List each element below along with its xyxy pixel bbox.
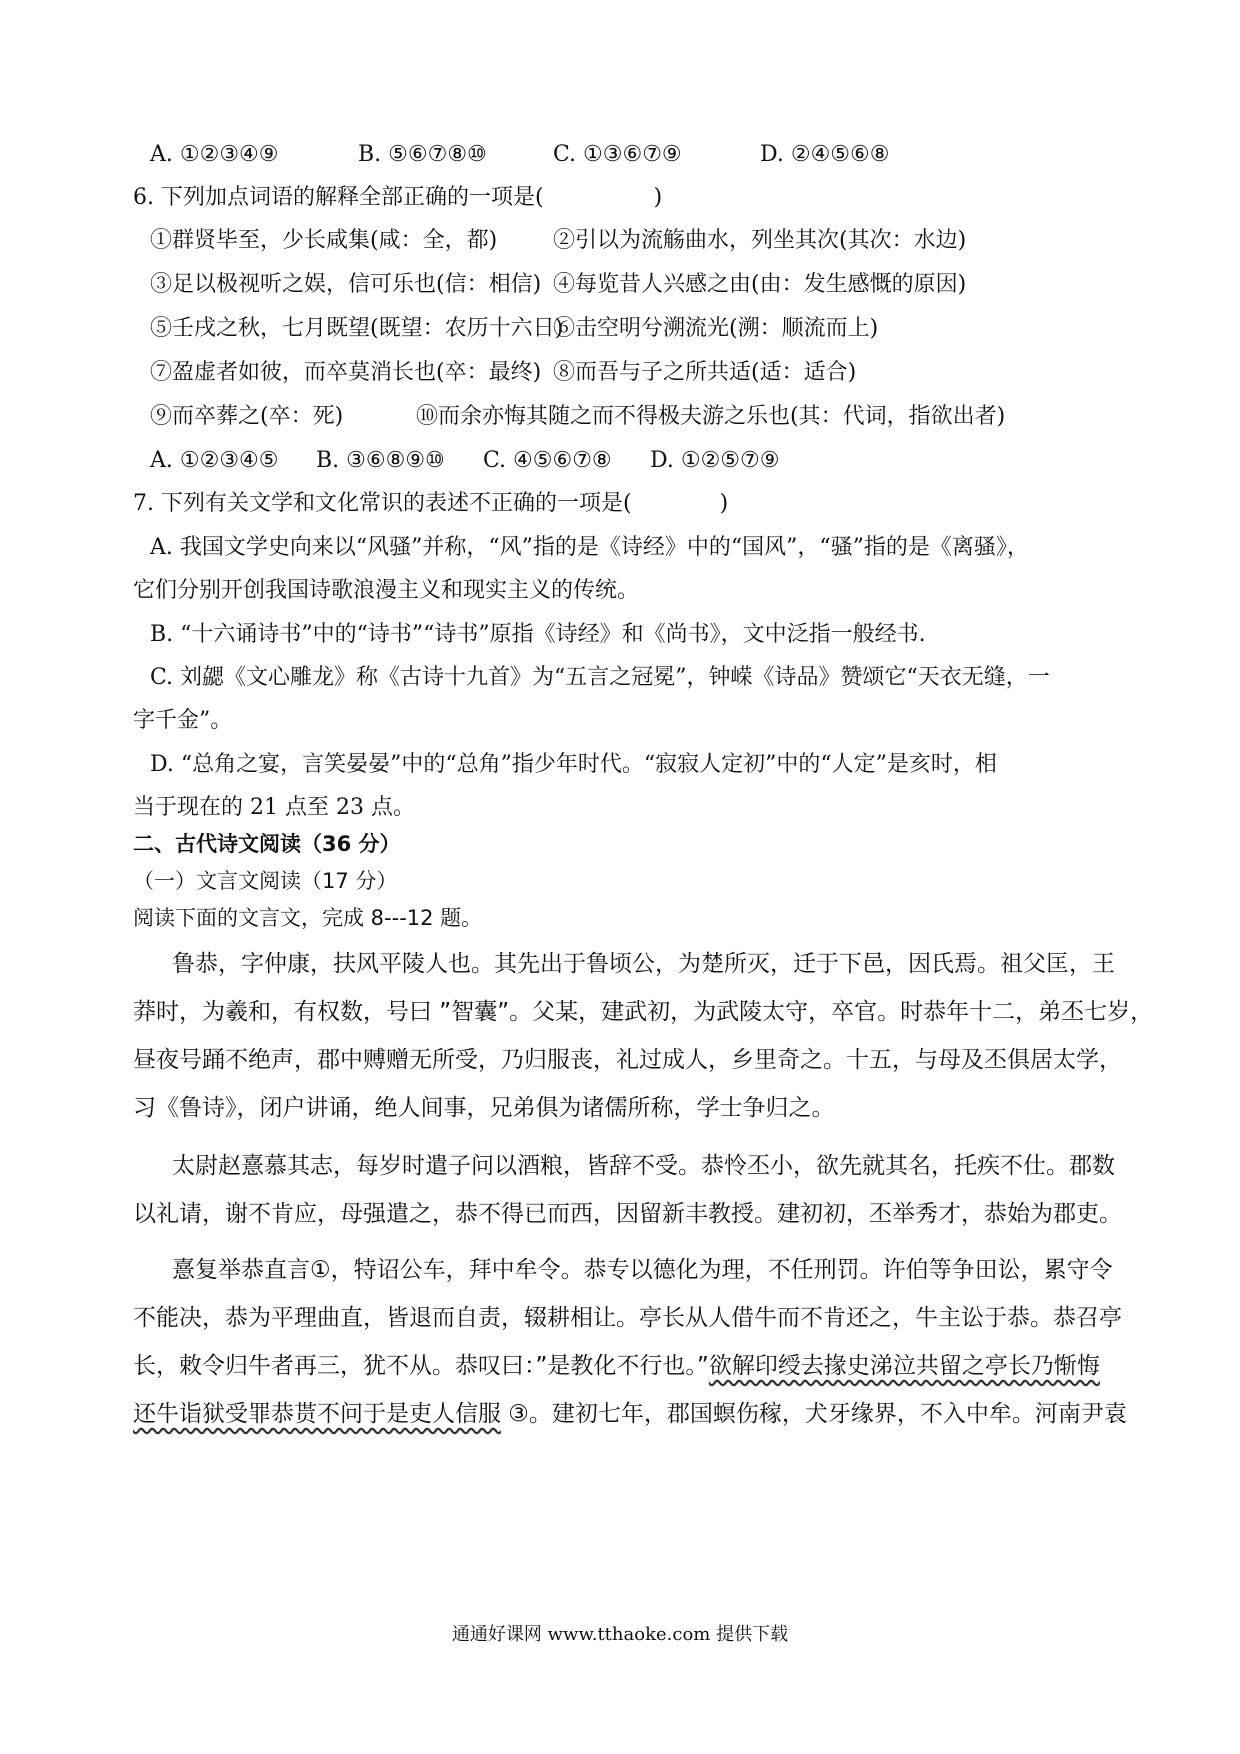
passage-line: 昼夜号踊不绝声，郡中赙赠无所受，乃归服丧，礼过成人，乡里奇之。十五，与母及丕俱居太学， bbox=[133, 1047, 1122, 1073]
q7-option-c-line2: 字千金”。 bbox=[133, 708, 233, 733]
passage-line bbox=[133, 1398, 1127, 1430]
q7-option-d-line1: D. “总角之宴，言笑晏晏”中的“总角”指少年时代。“寂寂人定初”中的“人定”是亥时，相 bbox=[150, 752, 997, 777]
q7-stem: 7. 下列有关文学和文化常识的表述不正确的一项是( ) bbox=[133, 491, 729, 516]
passage-line bbox=[133, 1350, 1100, 1382]
passage-line: 以礼请，谢不肯应，母强遣之，恭不得已而西，因留新丰教授。建初初，丕举秀才，恭始为郡吏。 bbox=[133, 1201, 1122, 1227]
q7-option-b: B. “十六诵诗书”中的“诗书”“诗书”原指《诗经》和《尚书》，文中泛指一般经书. bbox=[150, 622, 926, 647]
translation-underlined-text: 欲解印绶去掾史涕泣共留之亭长乃惭悔 bbox=[708, 1353, 1100, 1379]
q5-option-c: C. ①③⑥⑦⑨ bbox=[553, 142, 682, 167]
q6-item: ③足以极视听之娱，信可乐也(信：相信) bbox=[150, 272, 542, 297]
q7-option-d-line2: 当于现在的 21 点至 23 点。 bbox=[133, 795, 415, 820]
q7-option-c-line1: C. 刘勰《文心雕龙》称《古诗十九首》为“五言之冠冕”，钟嵘《诗品》赞颂它“天衣无缝，一 bbox=[150, 665, 1050, 690]
q6-item: ④每览昔人兴感之由(由：发生感慨的原因) bbox=[553, 272, 967, 297]
passage-text: ③。建初七年，郡国螟伤稼，犬牙缘界，不入中牟。河南尹袁 bbox=[501, 1401, 1127, 1427]
passage-line: 莽时，为羲和，有权数，号曰 ”智囊”。父某，建武初，为武陵太守，卒官。时恭年十二，弟丕七岁， bbox=[133, 999, 1154, 1025]
passage-line: 太尉赵憙慕其志，每岁时遣子问以酒粮，皆辞不受。恭怜丕小，欲先就其名，托疾不仕。郡数 bbox=[172, 1153, 1115, 1179]
q5-option-a: A. ①②③④⑨ bbox=[150, 142, 279, 167]
q6-item: ①群贤毕至，少长咸集(咸：全，都) bbox=[150, 228, 498, 253]
q6-item: ⑩而余亦悔其随之而不得极夫游之乐也(其：代词，指欲出者) bbox=[416, 404, 1006, 429]
q7-option-a-line2: 它们分别开创我国诗歌浪漫主义和现实主义的传统。 bbox=[133, 578, 640, 603]
q6-option-d: D. ①②⑤⑦⑨ bbox=[650, 448, 780, 473]
passage-line: 憙复举恭直言①，特诏公车，拜中牟令。恭专以德化为理，不任刑罚。许伯等争田讼，累守令 bbox=[172, 1257, 1113, 1283]
subsection-title: （一）文言文阅读（17 分） bbox=[133, 869, 398, 893]
passage-line: 不能决，恭为平理曲直，皆退而自责，辍耕相让。亭长从人借牛而不肯还之，牛主讼于恭。恭召亭 bbox=[133, 1305, 1122, 1331]
passage-line: 习《鲁诗》，闭户讲诵，绝人间事，兄弟俱为诸儒所称，学士争归之。 bbox=[133, 1095, 835, 1121]
q6-option-b: B. ③⑥⑧⑨⑩ bbox=[316, 448, 445, 473]
q7-option-a-line1: A. 我国文学史向来以“风骚”并称，“风”指的是《诗经》中的“国风”，“骚”指的是《离骚》， bbox=[150, 535, 1029, 560]
q6-item: ⑧而吾与子之所共适(适：适合) bbox=[553, 360, 857, 385]
reading-instruction: 阅读下面的文言文，完成 8---12 题。 bbox=[133, 906, 483, 930]
passage-line: 鲁恭，字仲康，扶风平陵人也。其先出于鲁顷公，为楚所灭，迁于下邑，因氏焉。祖父匡，王 bbox=[172, 951, 1115, 977]
section-title: 二、古代诗文阅读（36 分） bbox=[133, 832, 401, 856]
q6-item: ②引以为流觞曲水，列坐其次(其次：水边) bbox=[553, 228, 967, 253]
q6-option-c: C. ④⑤⑥⑦⑧ bbox=[483, 448, 612, 473]
q5-option-b: B. ⑤⑥⑦⑧⑩ bbox=[358, 142, 487, 167]
q6-item: ⑨而卒葬之(卒：死) bbox=[150, 404, 344, 429]
q5-option-d: D. ②④⑤⑥⑧ bbox=[760, 142, 890, 167]
q6-item: ⑥击空明兮溯流光(溯：顺流而上) bbox=[553, 316, 879, 341]
passage-text: 长，敕令归牛者再三，犹不从。恭叹曰：”是教化不行也。” bbox=[133, 1353, 709, 1379]
q6-stem: 6. 下列加点词语的解释全部正确的一项是( ) bbox=[133, 185, 663, 210]
q6-item: ⑦盈虚者如彼，而卒莫消长也(卒：最终) bbox=[150, 360, 542, 385]
q6-option-a: A. ①②③④⑤ bbox=[150, 448, 279, 473]
page-footer: 通通好课网 www.tthaoke.com 提供下载 bbox=[451, 1624, 789, 1645]
q6-item: ⑤壬戌之秋，七月既望(既望：农历十六日) bbox=[150, 316, 564, 341]
translation-underlined-text: 还牛诣狱受罪恭贳不问于是吏人信服 bbox=[133, 1401, 501, 1427]
